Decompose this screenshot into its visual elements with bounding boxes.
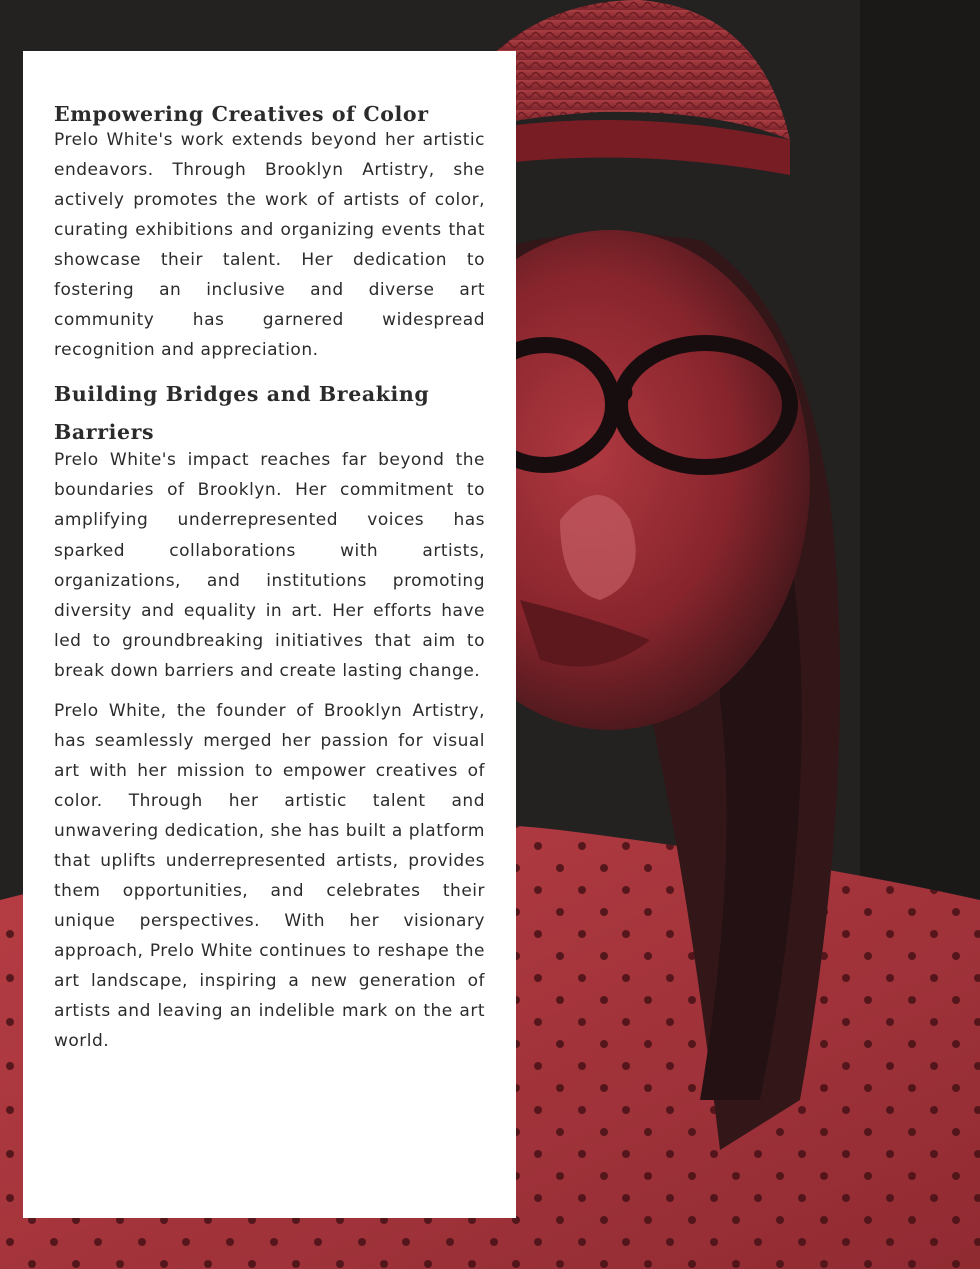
section-body-empowering: Prelo White's work extends beyond her artistic endeavors. Through Brooklyn Artistry, she actively promotes the work of artists of color, curating exhibitions and organizing events that showcase their talent. Her dedication to fostering an inclusive and diverse art community has garnered widespread recognition and appreciation. — [54, 130, 485, 361]
section-heading-bridges: Building Bridges and Breaking Barriers — [54, 382, 430, 445]
article-text-panel — [23, 51, 516, 1218]
closing-paragraph: Prelo White, the founder of Brooklyn Artistry, has seamlessly merged her passion for visual art with her mission to empower creatives of color. Through her artistic talent and unwavering dedication, she has built a platform that uplifts underrepresented artists, provides them opportunities, and celebrates their unique perspectives. With her visionary approach, Prelo White continues to reshape the art landscape, inspiring a new generation of artists and leaving an indelible mark on the art world. — [54, 700, 485, 1052]
section-body-bridges: Prelo White's impact reaches far beyond the boundaries of Brooklyn. Her commitment to amplifying underrepresented voices has sparked collaborations with artists, organizations, and institutions promoting diversity and equality in art. Her efforts have led to groundbreaking initiatives that aim to break down barriers and create lasting change. — [54, 450, 485, 681]
section-heading-empowering: Empowering Creatives of Color — [54, 102, 429, 126]
